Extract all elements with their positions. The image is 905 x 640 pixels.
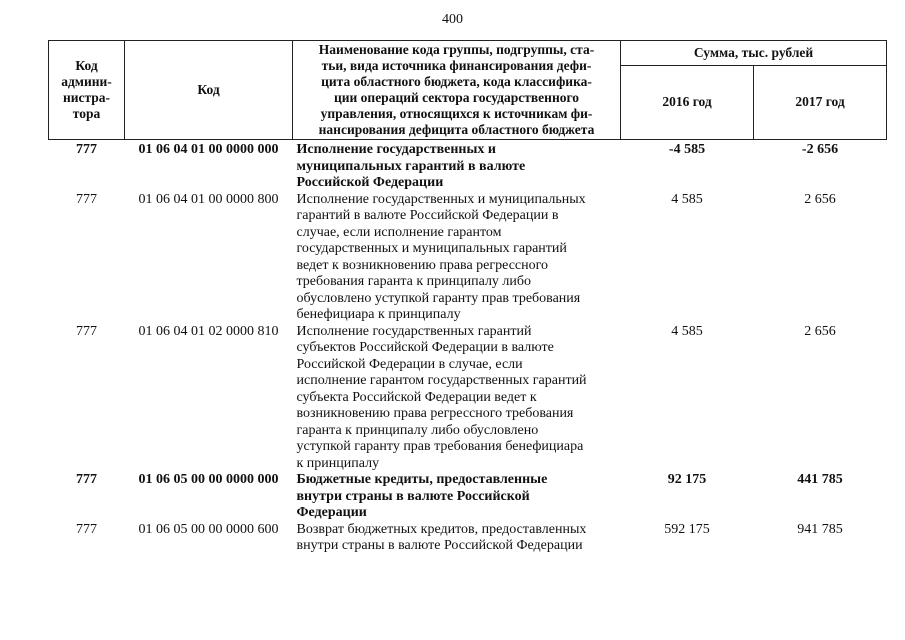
admin-code-cell: 777 bbox=[76, 323, 97, 339]
header-sum: Сумма, тыс. рублей bbox=[621, 41, 887, 66]
name-line: Исполнение государственных и муниципальных bbox=[296, 191, 586, 207]
name-line: случае, если исполнение гарантом bbox=[296, 224, 502, 240]
name-line: Возврат бюджетных кредитов, предоставленных bbox=[296, 521, 587, 537]
header-admin-line: тора bbox=[72, 106, 101, 121]
header-code: Код bbox=[125, 41, 293, 140]
code-cell: 01 06 05 00 00 0000 600 bbox=[138, 521, 279, 537]
name-line: требования гаранта к принципалу либо bbox=[296, 274, 532, 289]
name-line: возникновению права регрессного требования bbox=[296, 406, 574, 421]
admin-code-cell: 777 bbox=[76, 521, 97, 537]
name-line: Исполнение государственных гарантий bbox=[296, 323, 532, 339]
name-cell bbox=[293, 522, 621, 555]
budget-table bbox=[48, 40, 887, 555]
value-2017-cell: 2 656 bbox=[804, 191, 836, 207]
name-line: Бюджетные кредиты, предоставленные bbox=[296, 472, 548, 487]
name-line: Исполнение государственных и bbox=[296, 142, 496, 157]
name-line: внутри страны в валюте Российской bbox=[296, 488, 530, 504]
header-name-line: нансирования дефицита областного бюджета bbox=[318, 122, 595, 137]
value-2017-cell: 941 785 bbox=[797, 521, 843, 537]
name-line: Российской Федерации bbox=[296, 175, 444, 190]
table-row bbox=[49, 192, 887, 324]
name-line: внутри страны в валюте Российской Федерации bbox=[296, 538, 583, 553]
name-line: субъектов Российской Федерации в валюте bbox=[296, 340, 554, 355]
value-2016-cell: 4 585 bbox=[671, 323, 703, 339]
name-line: Федерации bbox=[296, 505, 367, 520]
value-2016-cell: -4 585 bbox=[668, 142, 706, 157]
header-name-line: ции операций сектора государственного bbox=[333, 90, 580, 105]
name-cell bbox=[293, 192, 621, 324]
name-cell bbox=[293, 472, 621, 522]
name-line: субъекта Российской Федерации ведет к bbox=[296, 389, 537, 405]
header-year-2016: 2016 год bbox=[621, 65, 754, 139]
header-year-2017: 2017 год bbox=[754, 65, 887, 139]
header-admin-line: админи- bbox=[61, 74, 112, 89]
name-line: гарантий в валюте Российской Федерации в bbox=[296, 208, 559, 223]
code-cell: 01 06 04 01 00 0000 000 bbox=[138, 142, 279, 157]
table-row bbox=[49, 522, 887, 555]
name-line: обусловлено уступкой гаранту прав требования bbox=[296, 290, 581, 306]
name-line: государственных и муниципальных гарантий bbox=[296, 241, 567, 256]
header-admin-line: нистра- bbox=[62, 90, 111, 105]
name-line: ведет к возникновению права регрессного bbox=[296, 257, 549, 273]
name-line: исполнение гарантом государственных гарантий bbox=[296, 373, 587, 388]
name-line: бенефициара к принципалу bbox=[296, 307, 461, 322]
admin-code-cell: 777 bbox=[76, 472, 97, 487]
name-line: гаранта к принципалу либо обусловлено bbox=[296, 422, 539, 438]
admin-code-cell: 777 bbox=[76, 142, 97, 157]
admin-code-cell: 777 bbox=[76, 191, 97, 207]
name-cell bbox=[293, 140, 621, 192]
header-name bbox=[293, 41, 621, 140]
code-cell: 01 06 04 01 00 0000 800 bbox=[138, 191, 279, 207]
value-2017-cell: 441 785 bbox=[797, 472, 843, 487]
name-line: муниципальных гарантий в валюте bbox=[296, 158, 526, 174]
name-line: к принципалу bbox=[296, 455, 380, 471]
table-row bbox=[49, 324, 887, 473]
name-line: Российской Федерации в случае, если bbox=[296, 356, 523, 372]
header-admin-code bbox=[49, 41, 125, 140]
value-2017-cell: 2 656 bbox=[804, 323, 836, 339]
code-cell: 01 06 04 01 02 0000 810 bbox=[138, 323, 279, 339]
header-name-line: цита областного бюджета, кода классифика- bbox=[321, 74, 592, 89]
value-2016-cell: 92 175 bbox=[667, 472, 707, 487]
value-2016-cell: 592 175 bbox=[664, 521, 710, 537]
header-name-line: Наименование кода группы, подгруппы, ста- bbox=[318, 42, 595, 57]
code-cell: 01 06 05 00 00 0000 000 bbox=[138, 472, 279, 487]
header-name-line: тьи, вида источника финансирования дефи- bbox=[321, 58, 592, 73]
name-cell bbox=[293, 324, 621, 473]
table-row bbox=[49, 472, 887, 522]
header-name-line: управления, относящихся к источникам фи- bbox=[320, 106, 593, 121]
value-2016-cell: 4 585 bbox=[671, 191, 703, 207]
page-number: 400 bbox=[442, 12, 463, 27]
value-2017-cell: -2 656 bbox=[801, 142, 839, 157]
name-line: уступкой гаранту прав требования бенефициара bbox=[296, 439, 584, 454]
table-row bbox=[49, 140, 887, 192]
header-admin-line: Код bbox=[75, 58, 98, 73]
